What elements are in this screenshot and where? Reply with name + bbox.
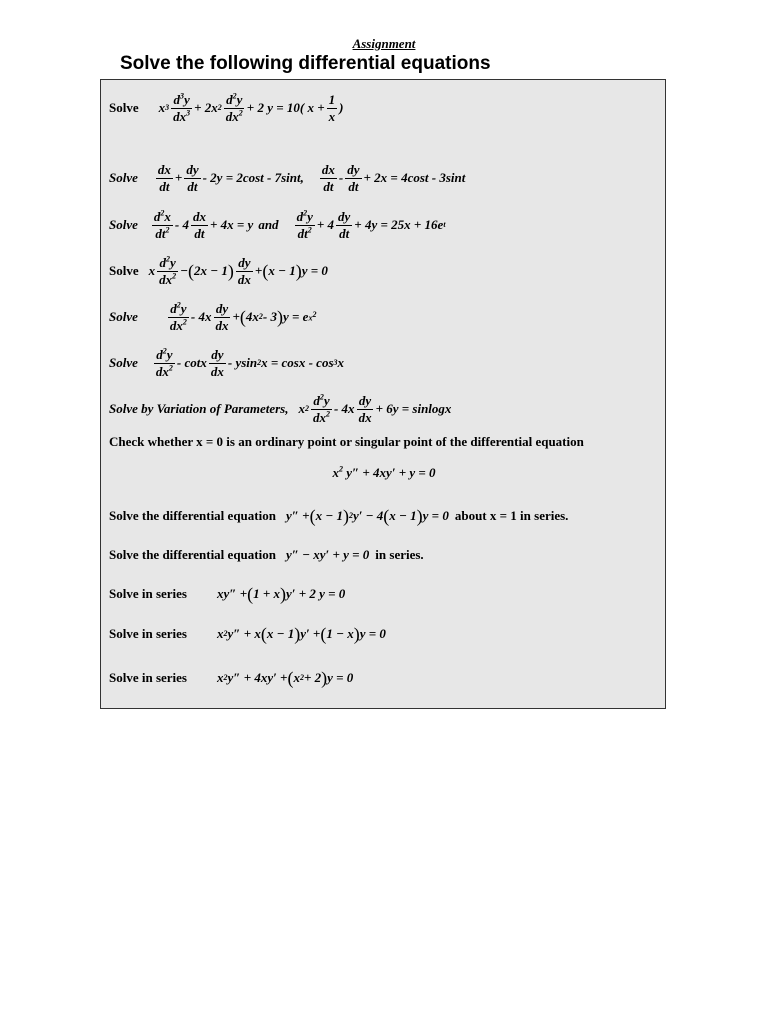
problem-label: Solve bbox=[109, 217, 138, 232]
problem-label: Solve bbox=[109, 309, 138, 324]
equation: $\frac{dx}{dt}$ + $\frac{dy}{dt}$ - 2y = 2cost - 7sint, $\frac{dx}{dt}$ - $\frac{dy}{dt}$ + 2x = 4cost - 3sint bbox=[157, 161, 466, 194]
problem-label: Solve bbox=[109, 355, 138, 370]
problem-12 bbox=[109, 622, 386, 646]
problem-1 bbox=[109, 88, 343, 128]
problem-13 bbox=[109, 666, 353, 690]
problem-3 bbox=[109, 204, 446, 246]
problem-8-equation: $x^2$ y″ + 4xy′ + y = 0 bbox=[332, 464, 436, 480]
equation: x 2 y″ + 4xy′ + ( x 2 + 2 ) y = 0 bbox=[217, 667, 354, 688]
problem-4 bbox=[109, 250, 328, 292]
problem-8 bbox=[109, 432, 584, 452]
equation: xy″ + ( 1 + x ) y′ + 2 y = 0 bbox=[217, 583, 346, 604]
equation: $\frac{d^2x}{dt^2}$ - 4 $\frac{dx}{dt}$ + 4x = y and $\frac{d^2y}{dt^2}$ + 4 $\frac{dy}{dt}$ + 4y = 25x + 16e t bbox=[153, 208, 446, 241]
problem-2 bbox=[109, 158, 465, 198]
problem-text: Check whether x = 0 is an ordinary point or singular point of the differential equation bbox=[109, 434, 584, 449]
problem-9 bbox=[109, 504, 568, 528]
problem-11 bbox=[109, 582, 345, 606]
equation: x 2 $\frac{d^2y}{dx^2}$ - 4x $\frac{dy}{dx}$ + 6y = sinlogx bbox=[298, 392, 452, 425]
equation: x $\frac{d^2y}{dx^2}$ − ( 2x − 1 ) $\frac{dy}{dx}$ + ( x − 1 ) y = 0 bbox=[148, 254, 328, 287]
problem-6 bbox=[109, 342, 344, 384]
problem-label: Solve bbox=[109, 100, 139, 115]
problem-suffix: about x = 1 in series. bbox=[454, 508, 569, 523]
page-title: Solve the following differential equations bbox=[120, 53, 491, 74]
problems-box bbox=[100, 79, 666, 709]
equation: x 2 y″ + x ( x − 1 ) y′ + ( 1 − x ) y = 0 bbox=[217, 623, 386, 644]
equation: $\frac{d^2y}{dx^2}$ - cotx $\frac{dy}{dx}$ - ysin 2 x = cosx - cos 3 x bbox=[155, 346, 345, 379]
problem-label: Solve bbox=[109, 263, 139, 278]
equation: y″ − xy′ + y = 0 bbox=[285, 547, 370, 562]
problem-5 bbox=[109, 296, 316, 338]
problem-label: Solve in series bbox=[109, 586, 187, 601]
problem-label: Solve the differential equation bbox=[109, 508, 276, 523]
assignment-label: Assignment bbox=[352, 36, 416, 51]
equation: x 3 $\frac{d^3y}{dx^3}$ + 2x 2 $\frac{d^2y}{dx^2}$ + 2 y = 10( x + $\frac{1}{x}$ ) bbox=[158, 91, 344, 124]
problem-label: Solve in series bbox=[109, 626, 187, 641]
problem-suffix: in series. bbox=[375, 547, 424, 562]
problem-label: Solve the differential equation bbox=[109, 547, 276, 562]
equation: y″ + ( x − 1 ) 2 y′ − 4 ( x − 1 ) y = 0 bbox=[285, 505, 449, 526]
problem-label: Solve bbox=[109, 170, 138, 185]
problem-7 bbox=[109, 388, 451, 430]
problem-label: Solve in series bbox=[109, 670, 187, 685]
problem-label: Solve by Variation of Parameters, bbox=[109, 401, 289, 416]
problem-10 bbox=[109, 544, 424, 566]
equation: $\frac{d^2y}{dx^2}$ - 4x $\frac{dy}{dx}$ + ( 4x 2 - 3 ) y = e $x^2$ bbox=[169, 300, 317, 333]
